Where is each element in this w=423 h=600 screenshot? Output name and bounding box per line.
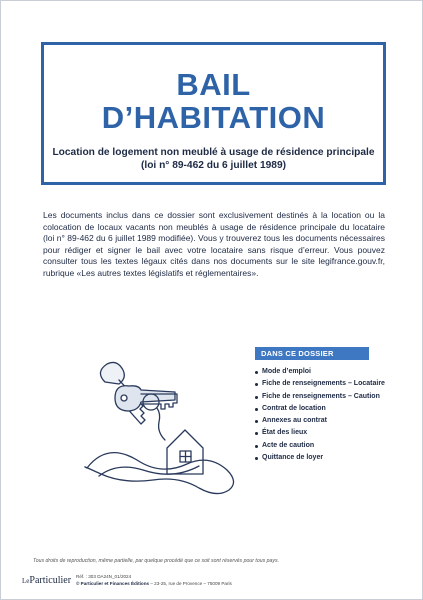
dossier-contents [255, 347, 395, 464]
list-item: État des lieux [255, 427, 395, 439]
copyright: © Particulier et Finances Éditions [76, 581, 150, 586]
keys-house-keychain-illustration [79, 356, 249, 511]
subtitle-line-1: Location de logement non meublé à usage de résidence principale [52, 147, 375, 158]
list-item: Fiche de renseignements – Locataire [255, 378, 395, 390]
dossier-heading: DANS CE DOSSIER [255, 347, 369, 360]
title-line-2: D’HABITATION [101, 100, 326, 135]
reference-code: Réf. : 303 DA24N_01/2024 [76, 574, 132, 579]
address: – 23-25, rue de Provence – 75009 Paris [149, 581, 232, 586]
rights-notice: Tous droits de reproduction, même partielle, par quelque procédé que ce soit sont réservés pour tous pays. [33, 558, 280, 564]
subtitle [44, 146, 383, 172]
title-line-1: BAIL [176, 67, 251, 102]
list-item: Mode d’emploi [255, 366, 395, 378]
title-box [41, 42, 386, 185]
intro-paragraph: Les documents inclus dans ce dossier sont exclusivement destinés à la location ou la colocation de locaux vacants non meublés à usage de résidence principale du locataire (loi n° 89-462 du 6 juillet 1989 modifiée). Vous y trouverez tous les documents nécessaires pour rédiger et signer le bail avec votre locataire sans risque d’erreur. Vous pouvez consulter tous les textes légaux cités dans nos documents sur le site legifrance.gouv.fr, rubrique «Les autres textes législatifs et réglementaires». [43, 210, 385, 278]
list-item: Annexes au contrat [255, 415, 395, 427]
dossier-list [255, 366, 395, 464]
list-item: Contrat de location [255, 403, 395, 415]
copyright-line [76, 581, 232, 586]
list-item: Fiche de renseignements – Caution [255, 391, 395, 403]
brand-logo [22, 575, 71, 586]
brand-name: Particulier [29, 575, 72, 586]
subtitle-line-2: (loi n° 89-462 du 6 juillet 1989) [140, 160, 287, 171]
list-item: Quittance de loyer [255, 452, 395, 464]
list-item: Acte de caution [255, 440, 395, 452]
brand-prefix: Le [22, 577, 30, 585]
